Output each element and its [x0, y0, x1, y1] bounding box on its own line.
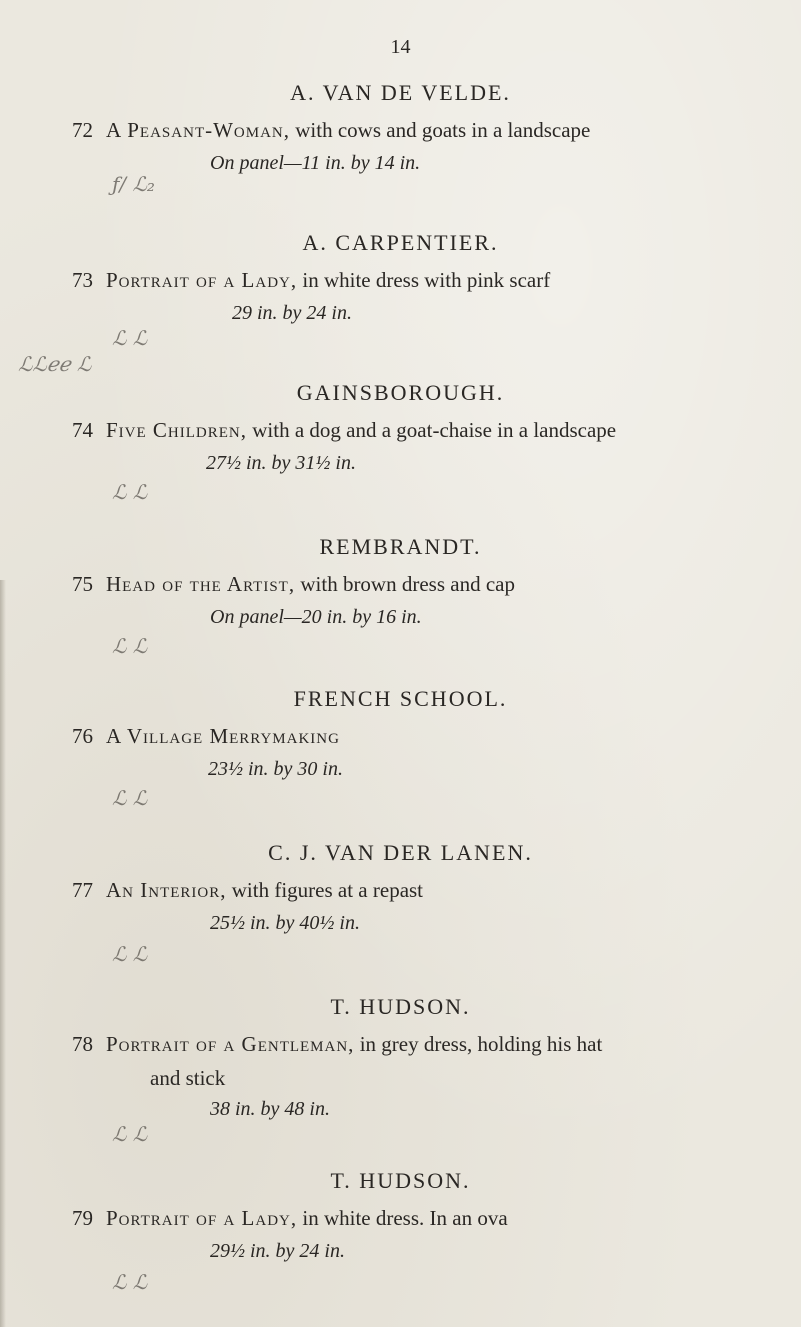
lot-dimensions: 27½ in. by 31½ in. [206, 452, 356, 474]
lot-dimensions: On panel—11 in. by 14 in. [210, 152, 421, 174]
artist-heading: FRENCH SCHOOL. [293, 686, 508, 711]
lot-dimensions: 38 in. by 48 in. [210, 1098, 330, 1120]
lot-number: 79 [72, 1206, 93, 1230]
artist-heading: REMBRANDT. [319, 534, 482, 559]
lot-title-description: with brown dress and cap [295, 572, 515, 596]
lot-title-continuation: and stick [150, 1066, 226, 1090]
pencil-annotation: ℒ ℒ [112, 1270, 148, 1294]
lot-title-description: in grey dress, holding his hat [354, 1032, 603, 1056]
lot-title-main: Portrait of a Lady, [106, 1206, 298, 1230]
lot-title [72, 1032, 602, 1057]
pencil-annotation: ℒ ℒ [112, 1122, 148, 1146]
artist-heading: GAINSBOROUGH. [296, 380, 505, 405]
lot-dimensions: 25½ in. by 40½ in. [210, 912, 360, 934]
lot-number: 73 [72, 268, 93, 292]
pencil-annotation: ℒ ℒ [112, 480, 148, 504]
lot-title-main: Portrait of a Lady, [106, 268, 298, 292]
pencil-annotation: ƒ/ ℒ₂ [112, 172, 155, 196]
lot-title-main: An Interior, [106, 878, 227, 902]
artist-heading: T. HUDSON. [330, 994, 471, 1019]
lot-number: 78 [72, 1032, 93, 1056]
pencil-annotation: ℒ ℒ [112, 326, 148, 350]
lot-dimensions: 29½ in. by 24 in. [210, 1240, 345, 1262]
lot-title-main: Portrait of a Gentleman, [106, 1032, 355, 1056]
lot-title-description: in white dress with pink scarf [297, 268, 551, 292]
lot-title [72, 572, 515, 597]
lot-number: 76 [72, 724, 93, 748]
pencil-annotation: ℒ ℒ [112, 942, 148, 966]
lot-title-main: Head of the Artist, [106, 572, 296, 596]
artist-heading: C. J. VAN DER LANEN. [268, 840, 533, 865]
artist-heading: A. VAN DE VELDE. [290, 80, 511, 105]
lot-title [72, 268, 550, 293]
lot-dimensions: 23½ in. by 30 in. [208, 758, 343, 780]
artist-heading: T. HUDSON. [330, 1168, 471, 1193]
lot-title [72, 878, 423, 903]
lot-title-description: with cows and goats in a landscape [290, 118, 591, 142]
lot-title [72, 118, 590, 143]
lot-number: 75 [72, 572, 93, 596]
lot-title [72, 418, 616, 443]
lot-dimensions: On panel—20 in. by 16 in. [210, 606, 422, 628]
lot-number: 74 [72, 418, 93, 442]
page-number: 14 [390, 36, 411, 58]
lot-title [72, 1206, 508, 1231]
lot-title-description: with a dog and a goat-chaise in a landscape [247, 418, 617, 442]
lot-number: 72 [72, 118, 93, 142]
artist-heading: A. CARPENTIER. [302, 230, 499, 255]
lot-dimensions: 29 in. by 24 in. [232, 302, 352, 324]
pencil-annotation: ℒ ℒ [112, 786, 148, 810]
lot-number: 77 [72, 878, 93, 902]
lot-title [72, 724, 340, 749]
lot-title-main: Five Children, [106, 418, 247, 442]
lot-title-description: with figures at a repast [226, 878, 424, 902]
lot-title-main: A Peasant-Woman, [106, 118, 290, 142]
pencil-annotation: ℒℒℯℯ ℒ [18, 352, 92, 376]
lot-title-description: in white dress. In an ova [297, 1206, 508, 1230]
pencil-annotation: ℒ ℒ [112, 634, 148, 658]
lot-title-main: A Village Merrymaking [106, 724, 340, 748]
